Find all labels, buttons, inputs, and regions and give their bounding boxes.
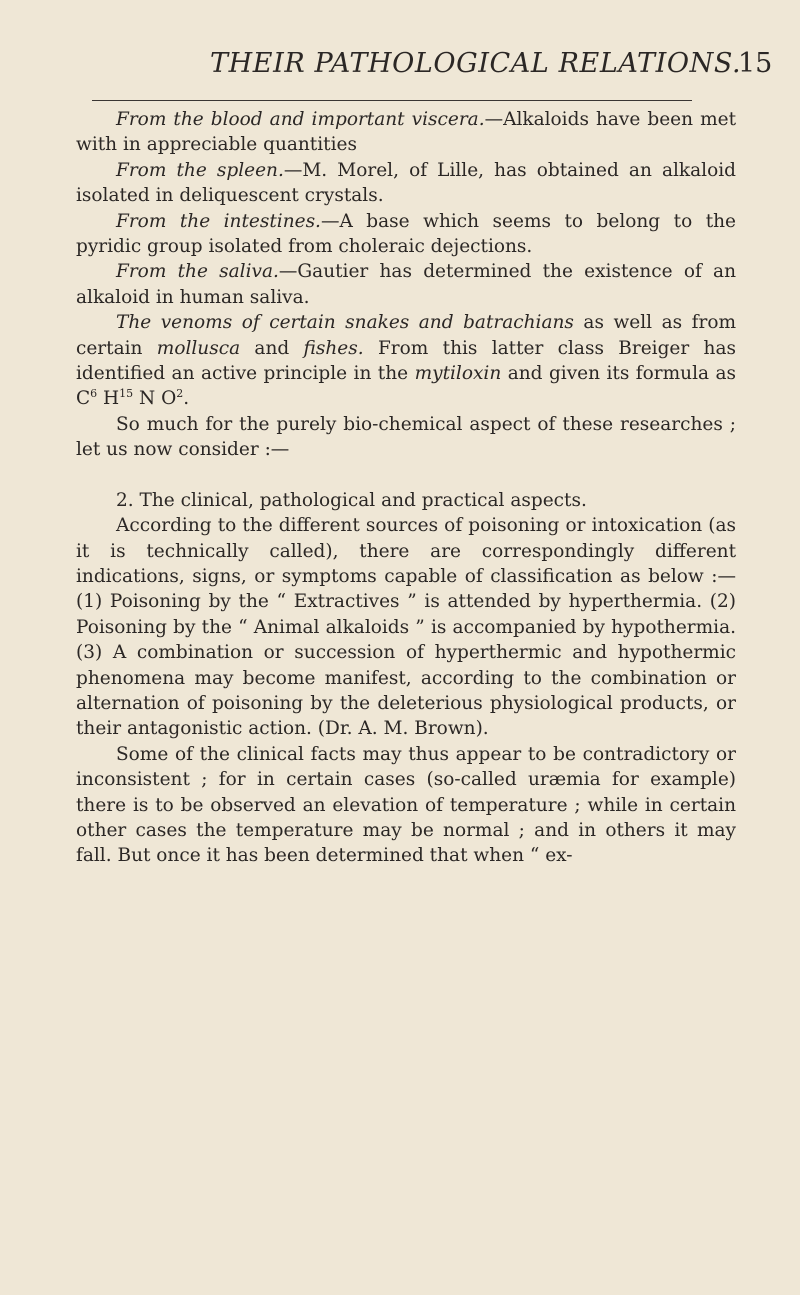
paragraph-lead: From the spleen. [116,159,284,181]
paragraph-body: —Alkaloids have been met with in appreciable quantities [76,109,737,156]
paragraph-conclusion: So much for the purely bio-chemical aspect of these researches ; let us now consider :— [76,413,736,461]
paragraph-clinical: According to the different sources of poisoning or intoxication (as it is technically called), there are correspondingly different indications, signs, or symptoms capable of classification as below :—(1) Poisoning by the “ Extractives ” is attended by hyperthermia. (2) Poisoning by the “ Animal alkaloids ” is accompanied by hypothermia. (3) A combination or succession of hyperthermic and hypothermic phenomena may become manifest, according to the combination or alternation of poisoning by the deleterious physiological products, or their antagonistic action. (Dr. A. M. Brown). [76,515,736,740]
paragraph-lead: The venoms of certain snakes and batrachians [116,312,574,334]
paragraph-saliva [76,259,736,310]
paragraph-lead: From the blood and important viscera. [116,109,485,130]
paragraph-body: —Gautier has determined the existence of an alkaloid in human saliva. [76,261,737,308]
formula-index: 15 [119,387,134,401]
page-number: 15 [738,48,773,79]
formula-index: 6 [90,387,98,401]
formula-index: 2 [176,387,184,401]
paragraph-contradictory: Some of the clinical facts may thus appear to be contradictory or inconsistent ; for in certain cases (so-called uræmia for example) there is to be observed an elevation of temperature ; while in certain other cases the temperature may be normal ; and in others it may fall. But once it has been determined that when “ ex- [76,743,736,867]
running-title: THEIR PATHOLOGICAL RELATIONS. [210,48,742,79]
formula-part: N O [133,388,177,410]
paragraph-body: —M. Morel, of Lille, has obtained an alkaloid isolated in deliquescent crystals. [76,159,736,207]
paragraph-intestines [76,209,736,260]
text-run: as well as from certain [76,312,736,359]
body-text [76,107,736,869]
paragraph-spleen [76,158,736,209]
italic-term: mollusca [156,337,241,359]
header-rule [92,100,692,101]
formula-part: C [76,388,91,410]
italic-term: mytiloxin [414,363,502,385]
chemical-formula [76,388,189,409]
paragraph-body: —A base which seems to belong to the pyridic group isolated from choleraic dejections. [76,210,736,258]
text-run: and [240,337,304,359]
paragraph-lead: From the saliva. [116,261,279,283]
paragraph-blood [76,107,736,158]
italic-term: fishes. [303,337,364,359]
paragraph-lead: From the intestines. [116,210,321,232]
section-heading: 2. The clinical, pathological and practical aspects. [116,489,587,511]
section-gap [76,463,736,488]
text-run: From this latter class Breiger has identified an active principle in the [76,337,736,385]
formula-part: . [183,388,190,410]
page-header [0,48,800,88]
formula-part: H [97,388,120,410]
text-run: and given its formula as [501,363,736,385]
paragraph-venoms [76,310,736,412]
